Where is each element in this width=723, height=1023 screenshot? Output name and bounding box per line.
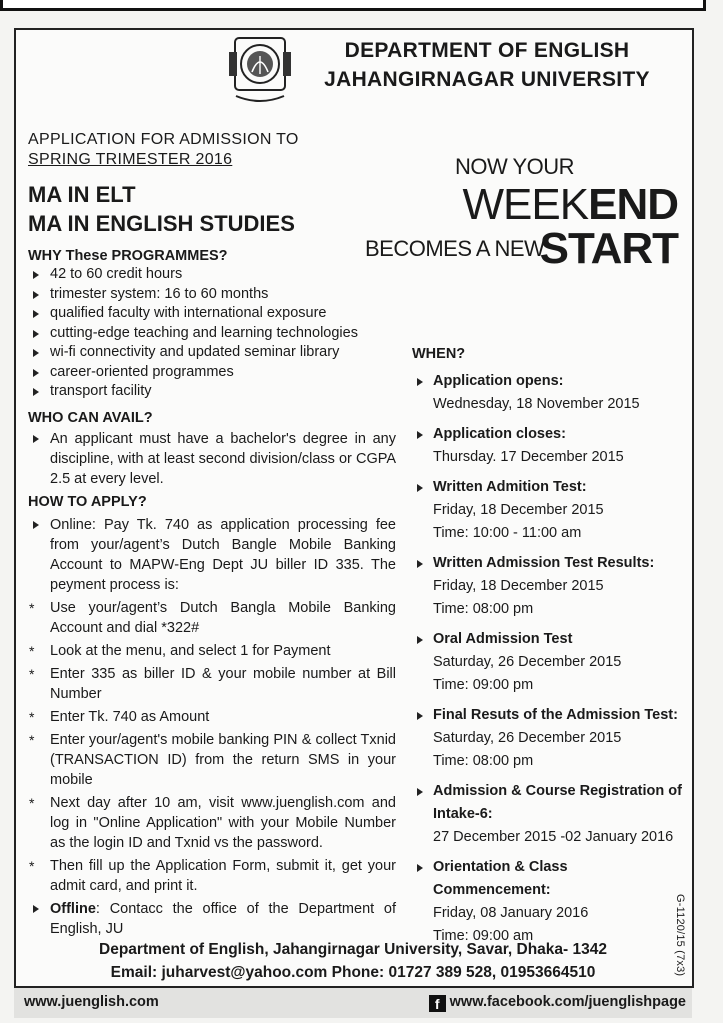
triangle-bullet-icon [33, 435, 39, 443]
programme-titles [28, 180, 295, 238]
asterisk-bullet-icon: * [29, 858, 35, 874]
triangle-bullet-icon [33, 291, 39, 299]
step-item: * Look at the menu, and select 1 for Payment [29, 643, 331, 659]
triangle-bullet-icon [417, 864, 423, 872]
who-heading: WHO CAN AVAIL? [28, 410, 153, 426]
list-item: wi-fi connectivity and updated seminar library [28, 343, 358, 363]
facebook-link[interactable]: f www.facebook.com/juenglishpage [429, 994, 686, 1012]
triangle-bullet-icon [33, 271, 39, 279]
ad-code: G-1120/15 (7x3) [674, 894, 686, 977]
list-item: career-oriented programmes [28, 363, 358, 383]
tagline-now-your: NOW YOUR [455, 154, 575, 179]
list-item: qualified faculty with international exposure [28, 304, 358, 324]
schedule-item: Oral Admission Test Saturday, 26 December 2015 Time: 09:00 pm [412, 628, 688, 697]
university-crest-icon [226, 34, 294, 108]
triangle-bullet-icon [417, 560, 423, 568]
triangle-bullet-icon [417, 484, 423, 492]
admission-line: APPLICATION FOR ADMISSION TO [28, 131, 299, 148]
how-heading: HOW TO APPLY? [28, 494, 147, 510]
tagline-end: END [588, 180, 678, 229]
list-item: trimester system: 16 to 60 months [28, 285, 358, 305]
schedule-item: Written Admission Test Results: Friday, 18 December 2015 Time: 08:00 pm [412, 552, 688, 621]
department-title [302, 36, 672, 94]
schedule-item: Admission & Course Registration of Intake-6: 27 December 2015 -02 January 2016 [412, 780, 688, 849]
triangle-bullet-icon [417, 431, 423, 439]
programme-elt: MA IN ELT [28, 182, 136, 207]
who-section [28, 429, 396, 492]
asterisk-bullet-icon: * [29, 600, 35, 616]
footer-address: Department of English, Jahangirnagar University, Savar, Dhaka- 1342 [99, 941, 607, 958]
university-line: JAHANGIRNAGAR UNIVERSITY [324, 68, 650, 91]
bottom-bar [14, 988, 692, 1018]
offline-label: Offline [50, 901, 96, 917]
step-item: * Use your/agent’s Dutch Bangla Mobile Banking Account and dial *322# [29, 600, 396, 636]
online-instructions: Online: Pay Tk. 740 as application processing fee from your/agent’s Dutch Bangle Mobile Banking Account to MAPW-Eng Dept JU biller ID 335. The peyment process is: [28, 515, 396, 595]
tagline-week: WEEK [462, 180, 589, 229]
tagline-becomes: BECOMES A NEW [365, 236, 545, 261]
website-link[interactable]: www.juenglish.com [24, 994, 159, 1010]
department-line: DEPARTMENT OF ENGLISH [344, 39, 630, 62]
triangle-bullet-icon [417, 788, 423, 796]
asterisk-bullet-icon: * [29, 732, 35, 748]
why-heading: WHY These PROGRAMMES? [28, 248, 228, 264]
footer-email-phone: Email: juharvest@yahoo.com Phone: 01727 389 528, 01953664510 [110, 964, 596, 981]
trimester-line: SPRING TRIMESTER 2016 [28, 151, 233, 168]
programme-english-studies: MA IN ENGLISH STUDIES [28, 211, 295, 236]
asterisk-bullet-icon: * [29, 643, 35, 659]
schedule-item: Application opens: Wednesday, 18 November 2015 [412, 370, 688, 416]
triangle-bullet-icon [417, 636, 423, 644]
step-item: * Next day after 10 am, visit www.juenglish.com and log in "Online Application" with your Mobile Number as the login ID and Txnid vs the password. [29, 795, 396, 851]
triangle-bullet-icon [33, 349, 39, 357]
how-section [28, 515, 396, 942]
list-item: cutting-edge teaching and learning technologies [28, 324, 358, 344]
triangle-bullet-icon [33, 310, 39, 318]
triangle-bullet-icon [33, 388, 39, 396]
triangle-bullet-icon [33, 905, 39, 913]
top-border [0, 0, 706, 11]
triangle-bullet-icon [33, 521, 39, 529]
triangle-bullet-icon [33, 330, 39, 338]
triangle-bullet-icon [33, 369, 39, 377]
schedule-item: Application closes: Thursday. 17 December 2015 [412, 423, 688, 469]
asterisk-bullet-icon: * [29, 709, 35, 725]
step-item: * Enter your/agent's mobile banking PIN & collect Txnid (TRANSACTION ID) from the return SMS in your mobile [29, 732, 396, 788]
step-item: * Enter Tk. 740 as Amount [29, 709, 210, 725]
why-list [28, 265, 358, 402]
triangle-bullet-icon [417, 378, 423, 386]
when-heading: WHEN? [412, 346, 466, 362]
tagline-weekend [463, 180, 678, 230]
footer-contact [28, 938, 678, 984]
schedule-item: Orientation & Class Commencement: Friday, 08 January 2016 Time: 09:00 am [412, 856, 688, 948]
asterisk-bullet-icon: * [29, 795, 35, 811]
tagline-start: START [539, 224, 678, 273]
admission-heading [28, 130, 299, 170]
asterisk-bullet-icon: * [29, 666, 35, 682]
facebook-icon: f [429, 995, 446, 1012]
eligibility-text: An applicant must have a bachelor's degree in any discipline, with at least second division/class or CGPA 2.5 at every level. [28, 429, 396, 489]
schedule-item: Written Admition Test: Friday, 18 December 2015 Time: 10:00 - 11:00 am [412, 476, 688, 545]
step-item: * Enter 335 as biller ID & your mobile number at Bill Number [29, 666, 396, 702]
step-item: * Then fill up the Application Form, submit it, get your admit card, and print it. [29, 858, 396, 894]
offline-instructions: Offline: Contacc the office of the Department of English, JU [28, 899, 396, 939]
list-item: transport facility [28, 382, 358, 402]
schedule-list [412, 370, 688, 955]
list-item: 42 to 60 credit hours [28, 265, 358, 285]
schedule-item: Final Resuts of the Admission Test: Saturday, 26 December 2015 Time: 08:00 pm [412, 704, 688, 773]
triangle-bullet-icon [417, 712, 423, 720]
